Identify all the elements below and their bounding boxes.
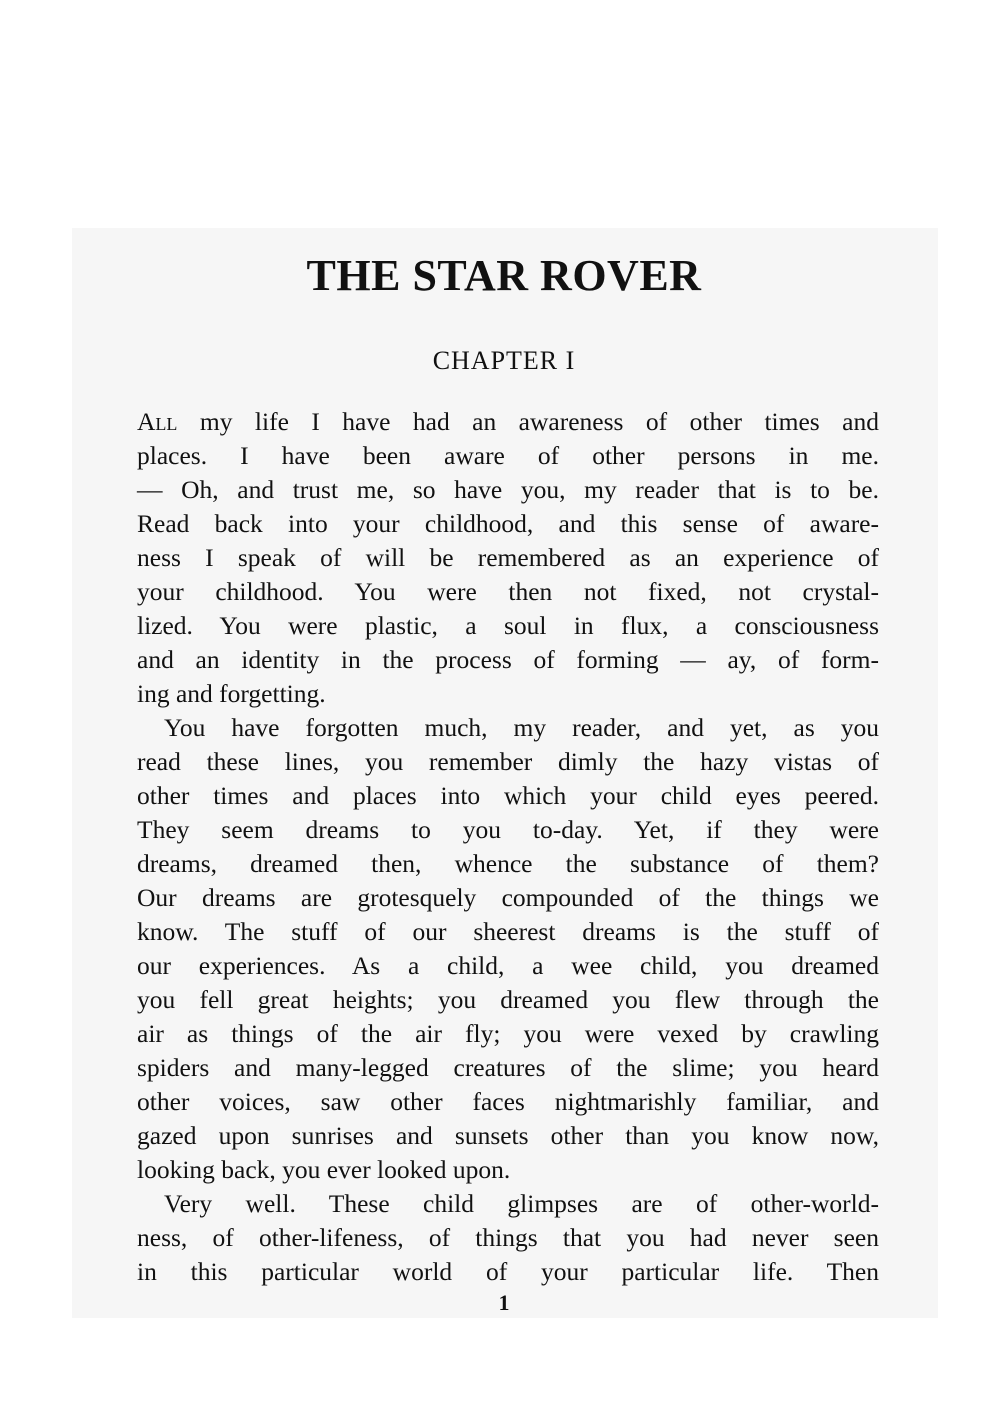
book-title: THE STAR ROVER (306, 251, 702, 300)
text-line: our experiences. As a child, a wee child, you dreamed (137, 951, 879, 980)
text-line: Read back into your childhood, and this sense of aware- (137, 509, 879, 538)
text-line: your childhood. You were then not fixed, not crystal- (137, 577, 879, 606)
text-line: ness, of other-lifeness, of things that you had never seen (137, 1223, 879, 1252)
text-line: — Oh, and trust me, so have you, my reader that is to be. (137, 475, 879, 504)
text-line: air as things of the air fly; you were vexed by crawling (137, 1019, 879, 1048)
text-line: in this particular world of your particular life. Then (137, 1257, 879, 1286)
dropcap-word: All (137, 407, 178, 436)
text-line: Our dreams are grotesquely compounded of the things we (137, 883, 879, 912)
text-line: Very well. These child glimpses are of other-world- (164, 1189, 879, 1218)
text-line: gazed upon sunrises and sunsets other than you know now, (137, 1121, 879, 1150)
chapter-heading: CHAPTER I (432, 346, 576, 375)
text-line (137, 405, 879, 439)
text-line: ing and forgetting. (137, 679, 326, 708)
body-text (137, 405, 879, 1289)
text-line: places. I have been aware of other persons in me. (137, 441, 879, 470)
text-line: and an identity in the process of forming — ay, of form- (137, 645, 879, 674)
text-line: spiders and many-legged creatures of the slime; you heard (137, 1053, 879, 1082)
text-line: They seem dreams to you to-day. Yet, if they were (137, 815, 879, 844)
text-line: other times and places into which your child eyes peered. (137, 781, 879, 810)
text-line: lized. You were plastic, a soul in flux, a consciousness (137, 611, 879, 640)
text-line: ness I speak of will be remembered as an experience of (137, 543, 879, 572)
text-line: you fell great heights; you dreamed you flew through the (137, 985, 879, 1014)
text-line: You have forgotten much, my reader, and yet, as you (164, 713, 879, 742)
text-line: other voices, saw other faces nightmarishly familiar, and (137, 1087, 879, 1116)
text-line: read these lines, you remember dimly the hazy vistas of (137, 747, 879, 776)
text-line: dreams, dreamed then, whence the substance of them? (137, 849, 879, 878)
text-line-content: my life I have had an awareness of other times and (177, 407, 879, 436)
page-number: 1 (498, 1290, 510, 1315)
text-line: know. The stuff of our sheerest dreams is the stuff of (137, 917, 879, 946)
text-line: looking back, you ever looked upon. (137, 1155, 511, 1184)
